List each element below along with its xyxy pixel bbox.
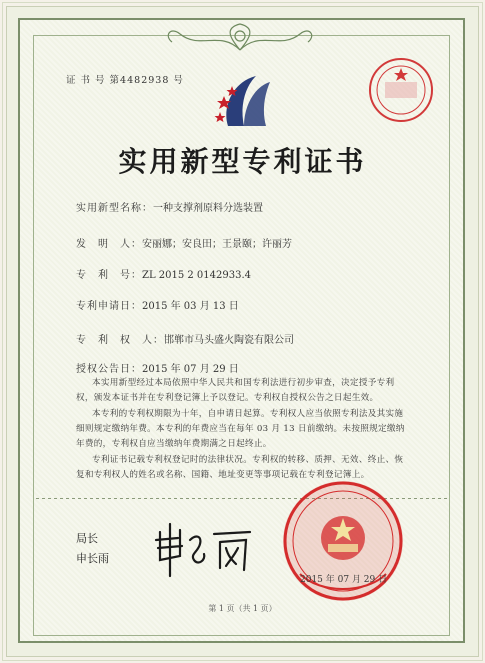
field-application-date [76, 297, 239, 312]
director-name: 申长雨 [76, 552, 109, 565]
director-title: 局长 [76, 532, 98, 545]
director-signature [150, 520, 260, 580]
field-utility-model-name [76, 199, 263, 214]
national-patent-office-seal [280, 478, 406, 604]
certificate-title: 实用新型专利证书 [118, 145, 367, 178]
field-label: 专 利 权 人： [76, 335, 164, 346]
field-value: 2015 年 07 月 29 日 [142, 364, 239, 375]
field-label: 专利申请日： [76, 301, 142, 312]
field-patentee [76, 331, 294, 346]
field-value: 安丽娜；安良田；王景颐；许丽芳 [142, 239, 292, 250]
body-paragraph-3: 专利证书记载专利权登记时的法律状况。专利权的转移、质押、无效、终止、恢复和专利权人的姓名或名称、国籍、地址变更等事项记载在专利登记簿上。 [76, 455, 404, 480]
field-label: 发 明 人： [76, 239, 142, 250]
seal-date: 2015 年 07 月 29 日 [300, 575, 388, 585]
field-value: 邯郸市马头盛火陶瓷有限公司 [164, 335, 294, 346]
page-number: 第 1 页（共 1 页） [208, 604, 277, 613]
field-value: 2015 年 03 月 13 日 [142, 301, 239, 312]
field-value: 一种支撑剂原料分选装置 [153, 203, 263, 214]
body-paragraph-1: 本实用新型经过本局依照中华人民共和国专利法进行初步审查，决定授予专利权，颁发本证书并在专利登记簿上予以登记。专利权自授权公告之日起生效。 [76, 378, 395, 403]
top-ornament [160, 20, 320, 54]
field-label: 实用新型名称： [76, 203, 153, 214]
certificate-number: 证 书 号 第4482938 号 [66, 75, 184, 86]
field-patent-number [76, 266, 251, 281]
field-value: ZL 2015 2 0142933.4 [142, 270, 252, 281]
field-label: 授权公告日： [76, 364, 142, 375]
corner-seal-stamp [367, 56, 435, 124]
field-label: 专 利 号： [76, 270, 142, 281]
field-inventors [76, 235, 292, 250]
body-paragraph-2: 本专利的专利权期限为十年，自申请日起算。专利权人应当依照专利法及其实施细则规定缴纳年费。本专利的年费应当在每年 03 月 13 日前缴纳。未按照规定缴纳年费的，专利权自应当缴纳年费期满之日起终止。 [76, 409, 405, 449]
patent-office-logo [214, 68, 276, 130]
field-grant-date [76, 360, 239, 375]
